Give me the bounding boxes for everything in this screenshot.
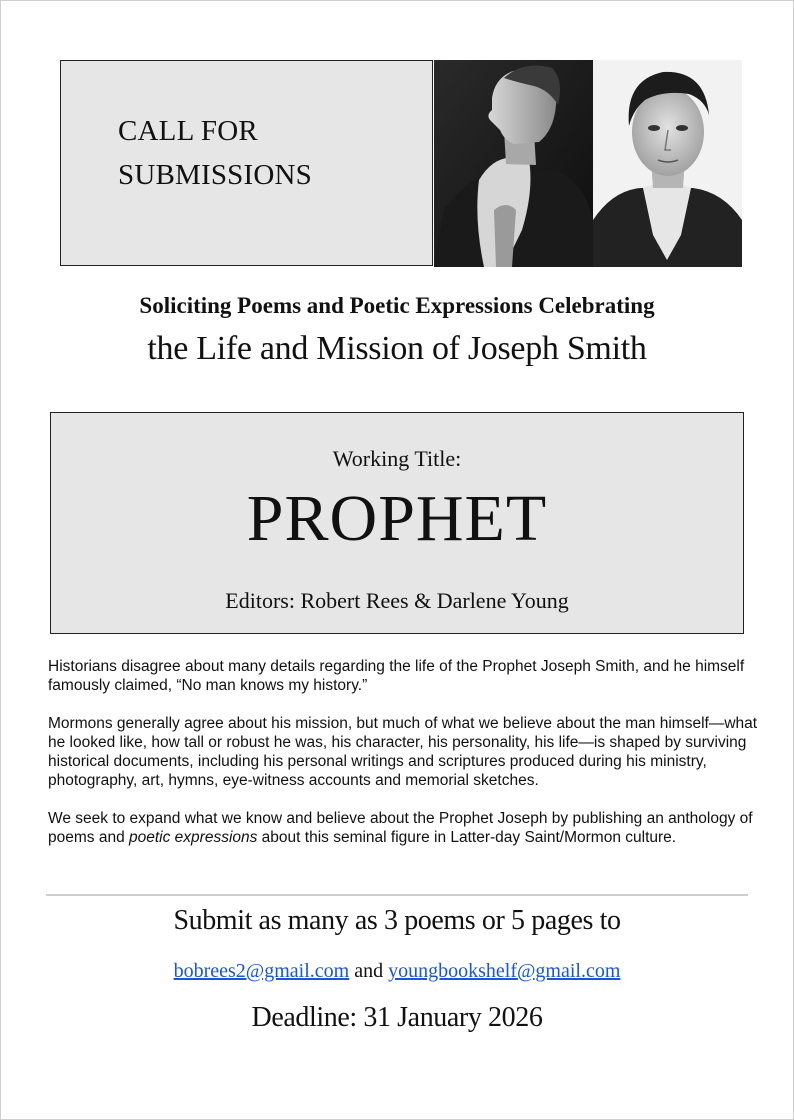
email-link-bobrees[interactable]: bobrees2@gmail.com	[173, 960, 350, 982]
portrait-profile-image	[434, 60, 593, 267]
email-link-youngbookshelf[interactable]: youngbookshelf@gmail.com	[388, 960, 621, 982]
paragraph-3-end: about this seminal figure in Latter-day Saint/Mormon culture.	[257, 829, 677, 846]
body-paragraph-3	[48, 809, 758, 847]
main-title: the Life and Mission of Joseph Smith	[147, 330, 647, 367]
section-divider	[46, 894, 748, 896]
subtitle: Soliciting Poems and Poetic Expressions Celebrating	[139, 293, 655, 318]
and-connector: and	[354, 960, 384, 982]
body-paragraph-1: Historians disagree about many details regarding the life of the Prophet Joseph Smith, and he himself famously claimed, “No man knows my history.”	[48, 658, 745, 694]
email-contacts	[0, 960, 794, 983]
book-title: PROPHET	[246, 482, 548, 555]
body-paragraph-2: Mormons generally agree about his mission, but much of what we believe about the man himself—what he looked like, how tall or robust he was, his character, his personality, his life—is shaped by surviving historical documents, including his personal writings and scriptures produced during his ministry, photography, art, hymns, eye-witness accounts and memorial sketches.	[48, 715, 758, 789]
paragraph-3-start: We seek to expand what we know and believe about the Prophet Joseph by publishing an anthology of poems and	[48, 810, 753, 846]
submit-instructions: Submit as many as 3 poems or 5 pages to	[173, 905, 621, 936]
portrait-frontal-image	[593, 60, 742, 267]
deadline: Deadline: 31 January 2026	[251, 1002, 543, 1033]
body-text	[48, 657, 758, 847]
working-title-label: Working Title:	[332, 446, 462, 471]
call-for-submissions-heading	[118, 109, 418, 197]
call-line-1: CALL FOR	[118, 115, 258, 147]
paragraph-3-emphasis: poetic expressions	[129, 829, 258, 846]
call-for-submissions-box	[60, 60, 433, 266]
working-title-box	[50, 412, 744, 634]
call-line-2: SUBMISSIONS	[118, 159, 312, 191]
editors-line: Editors: Robert Rees & Darlene Young	[225, 588, 569, 613]
